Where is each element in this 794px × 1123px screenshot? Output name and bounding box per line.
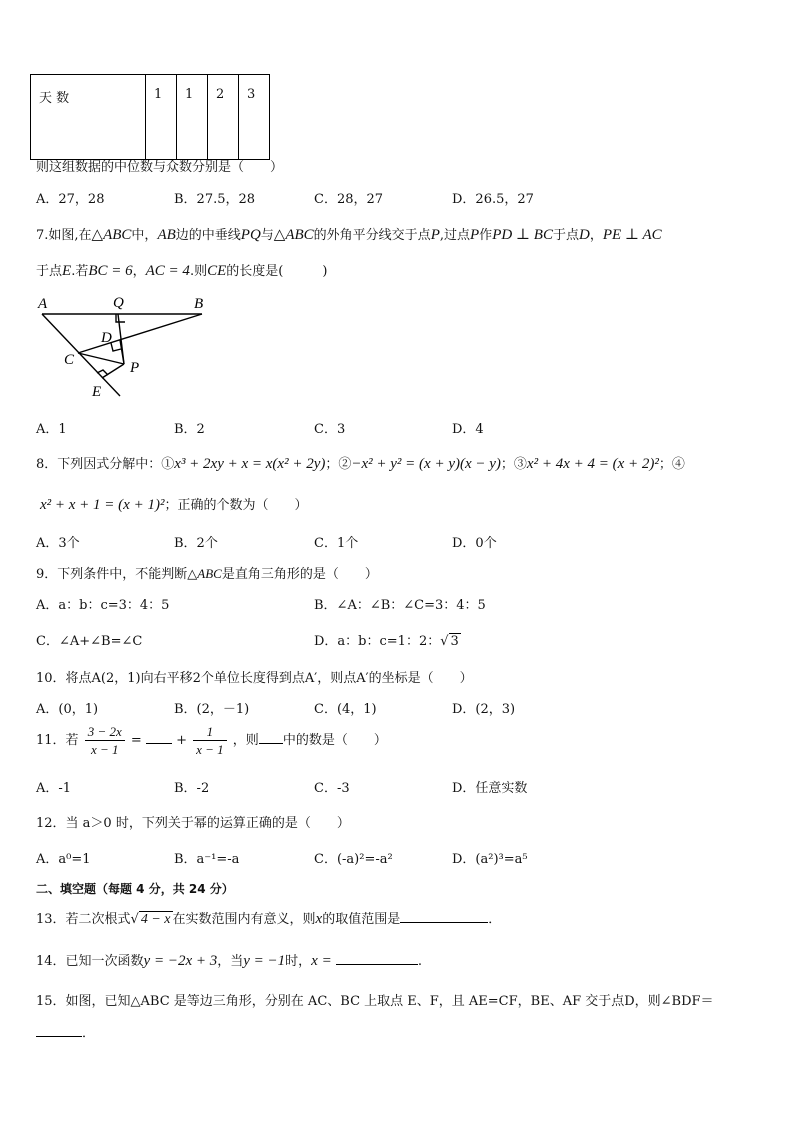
label-p: P — [130, 360, 140, 376]
label-d: D — [101, 330, 112, 346]
q12-option-b: B．a⁻¹=-a — [174, 852, 240, 867]
q12-option-c: C．(-a)²=-a² — [314, 852, 393, 867]
q6-option-a: A．27，28 — [36, 192, 105, 207]
q11-option-c: C．-3 — [314, 781, 350, 796]
q15-answer-blank[interactable] — [36, 1036, 82, 1037]
q10-stem: 10．将点A(2，1)向右平移2个单位长度得到点A′，则点A′的坐标是（ ） — [36, 671, 473, 686]
q6-option-b: B．27.5，28 — [174, 192, 256, 207]
fraction-2: $\frac{1}{x - 1}$ — [193, 723, 227, 758]
table-row — [31, 75, 270, 160]
line-pe — [102, 364, 124, 378]
q9-option-c: C．∠A+∠B=∠C — [36, 634, 143, 649]
blank-1 — [146, 743, 172, 744]
q8-option-c: C．1个 — [314, 536, 359, 551]
table-cell: 3 — [239, 75, 270, 160]
q11-option-b: B．-2 — [174, 781, 210, 796]
blank-2 — [259, 743, 283, 744]
label-a: A — [38, 296, 48, 312]
q15-line2: ． — [36, 1022, 95, 1041]
q10-option-b: B．(2，－1) — [174, 702, 250, 717]
line-ae — [42, 314, 120, 396]
q7-line2: 于点E.若BC = 6，AC = 4.则CE的长度是( ) — [36, 263, 328, 279]
q8-option-b: B．2个 — [174, 536, 218, 551]
q9-option-d: D．a：b：c=1：2：√ 3 — [314, 634, 459, 649]
right-angle-d — [111, 343, 121, 351]
section-2-heading: 二、填空题（每题 4 分，共 24 分） — [36, 882, 234, 896]
q7-option-d: D．4 — [452, 422, 484, 437]
q14-stem: 14．已知一次函数y = −2x + 3，当y = −1时，x = . — [36, 953, 422, 969]
q10-option-c: C．(4，1) — [314, 702, 377, 717]
q15-line1: 15．如图，已知△ABC 是等边三角形，分别在 AC、BC 上取点 E、F，且 AE=CF，BE、AF 交于点D，则∠BDF＝ — [36, 994, 714, 1009]
table-cell: 1 — [146, 75, 177, 160]
data-table — [30, 74, 270, 160]
right-angle-q — [116, 314, 125, 322]
q12-option-a: A．a⁰=1 — [36, 852, 91, 867]
q10-option-d: D．(2，3) — [452, 702, 516, 717]
q7-figure — [30, 292, 220, 404]
label-e: E — [92, 384, 102, 400]
q6-option-c: C．28，27 — [314, 192, 384, 207]
label-q: Q — [113, 295, 124, 311]
q12-option-d: D．(a²)³=a⁵ — [452, 852, 528, 867]
q9-option-a: A．a：b：c=3：4：5 — [36, 598, 170, 613]
q13-answer-blank[interactable] — [400, 922, 488, 923]
q11-stem: 11．若 $\frac{3 - 2x}{x - 1}$ = + $\frac{1}{x - 1}$ ，则 中的数是（ ） — [36, 724, 387, 757]
table-cell: 1 — [177, 75, 208, 160]
q7-option-b: B．2 — [174, 422, 205, 437]
q9-stem: 9．下列条件中，不能判断△ABC是直角三角形的是（ ） — [36, 566, 378, 582]
line-cb — [78, 314, 202, 353]
table-cell: 2 — [208, 75, 239, 160]
label-b: B — [194, 296, 204, 312]
q8-option-d: D．0个 — [452, 536, 497, 551]
q11-option-d: D．任意实数 — [452, 781, 528, 796]
label-c: C — [64, 352, 75, 368]
q7-line1: 7.如图,在△ABC中，AB边的中垂线PQ与△ABC的外角平分线交于点P,过点P作PD ⊥ BC于点D，PE ⊥ AC — [36, 227, 662, 243]
q8-line1: 8．下列因式分解中：①x³ + 2xy + x = x(x² + 2y)；②−x² + y² = (x + y)(x − y)；③x² + 4x + 4 = (x + 2)²；④ — [36, 456, 685, 472]
fraction-1: $\frac{3 - 2x}{x - 1}$ — [85, 723, 125, 758]
q9-option-b: B．∠A：∠B：∠C=3：4：5 — [314, 598, 486, 613]
q6-option-d: D．26.5，27 — [452, 192, 534, 207]
q12-stem: 12．当 a＞0 时，下列关于幂的运算正确的是（ ） — [36, 816, 350, 831]
q10-option-a: A．(0，1) — [36, 702, 99, 717]
q7-option-a: A．1 — [36, 422, 67, 437]
q8-line2: x² + x + 1 = (x + 1)²；正确的个数为（ ） — [40, 497, 308, 513]
q11-option-a: A．-1 — [36, 781, 72, 796]
q14-answer-blank[interactable] — [336, 964, 418, 965]
table-header-cell: 天 数 — [31, 75, 146, 160]
q8-option-a: A．3个 — [36, 536, 80, 551]
q7-option-c: C．3 — [314, 422, 346, 437]
q13-stem: 13．若二次根式√ 4 − x 在实数范围内有意义，则x的取值范围是 ． — [36, 911, 502, 927]
q6-stem: 则这组数据的中位数与众数分别是（ ） — [36, 160, 284, 175]
